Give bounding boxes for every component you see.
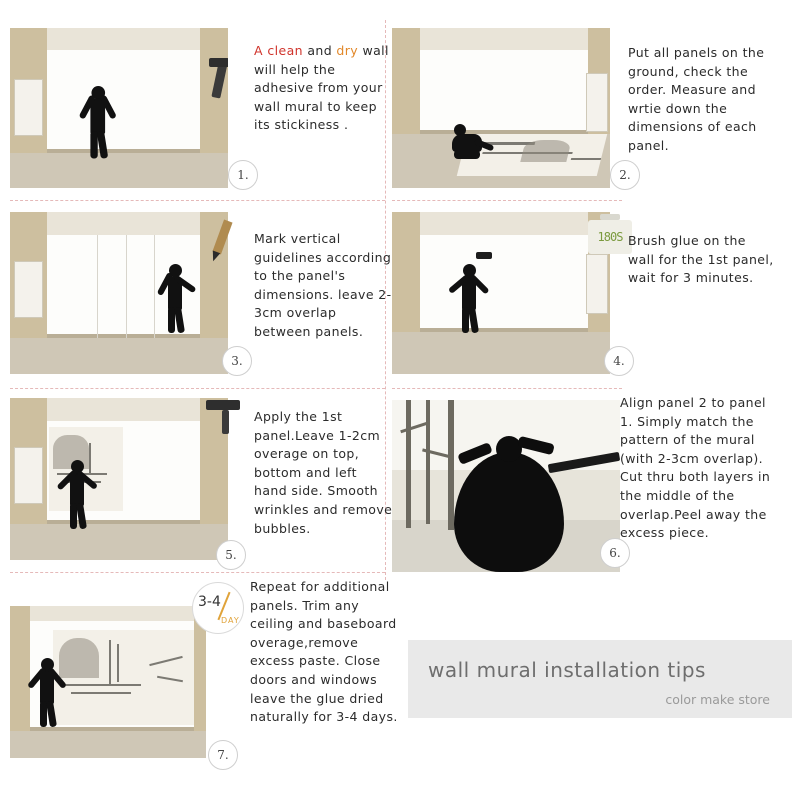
step-2-number: 2. — [619, 168, 631, 182]
row-divider-1 — [10, 200, 385, 201]
step-3-text: Mark vertical guidelines according to the panel's dimensions. leave 2-3cm overlap between panels. — [254, 231, 392, 339]
step-6-illustration — [392, 400, 620, 572]
clock-day-unit: DAY — [221, 616, 240, 625]
step-3-number: 3. — [231, 354, 243, 368]
row-divider-3 — [10, 572, 385, 573]
glue-bucket-icon — [588, 220, 632, 254]
step-5-badge — [216, 540, 246, 570]
step-3-badge — [222, 346, 252, 376]
step-2 — [392, 28, 792, 193]
step-1-number: 1. — [237, 168, 249, 182]
step-7-badge — [208, 740, 238, 770]
footer-banner — [408, 640, 792, 718]
step-6 — [392, 390, 792, 580]
row-divider-r1 — [392, 200, 622, 201]
row-divider-2 — [10, 388, 385, 389]
glue-bucket-label: 180S — [597, 230, 623, 244]
step-1-word-clean-prefix: A — [254, 43, 268, 58]
page-title: wall mural installation tips — [428, 658, 706, 682]
step-3 — [10, 212, 392, 380]
step-1-word-clean: clean — [267, 43, 303, 58]
step-7 — [10, 579, 400, 782]
step-2-text: Put all panels on the ground, check the order. Measure and wrtie down the dimensions of each panel. — [628, 45, 765, 153]
step-6-number: 6. — [609, 546, 621, 560]
step-7-text: Repeat for additional panels. Trim any ceiling and baseboard overage,remove excess paste. Close doors and windows leave the glue dried naturally for 3-4 days. — [250, 579, 398, 725]
step-2-illustration — [392, 28, 610, 188]
step-3-illustration — [10, 212, 228, 374]
step-5 — [10, 398, 393, 566]
roller-icon — [206, 400, 240, 410]
page-subtitle: color make store — [665, 692, 770, 707]
step-6-text: Align panel 2 to panel 1. Simply match the pattern of the mural (with 2-3cm overlap). Cut thru both layers in the middle of the overlap.Peel away the excess piece. — [620, 395, 771, 541]
step-1-text — [254, 42, 394, 135]
clock-days-label: 3-4 — [198, 594, 221, 610]
step-7-illustration — [10, 606, 206, 758]
step-1-rest: wall will help the adhesive from your wall mural to keep its stickiness . — [254, 43, 389, 133]
row-divider-r2 — [392, 388, 622, 389]
roller-head-icon — [209, 58, 228, 67]
brush-icon — [476, 252, 492, 259]
step-1-illustration — [10, 28, 228, 188]
step-7-number: 7. — [217, 748, 229, 762]
step-5-text: Apply the 1st panel.Leave 1-2cm overage on top, bottom and left hand side. Smooth wrinkles and remove bubbles. — [254, 409, 393, 536]
step-2-badge — [610, 160, 640, 190]
step-4-badge — [604, 346, 634, 376]
step-1-word-dry: dry — [336, 43, 359, 58]
roller-handle-icon — [222, 410, 229, 434]
step-4-text: Brush glue on the wall for the 1st panel, wait for 3 minutes. — [628, 233, 774, 286]
step-1-and: and — [302, 43, 337, 58]
step-4-number: 4. — [613, 354, 625, 368]
step-5-number: 5. — [225, 548, 237, 562]
step-4 — [392, 212, 792, 380]
finished-mural — [53, 630, 194, 724]
clock-icon — [192, 582, 244, 634]
step-1-badge — [228, 160, 258, 190]
applied-panel — [49, 427, 123, 511]
step-5-illustration — [10, 398, 228, 560]
step-4-illustration — [392, 212, 610, 374]
step-1 — [10, 28, 389, 193]
